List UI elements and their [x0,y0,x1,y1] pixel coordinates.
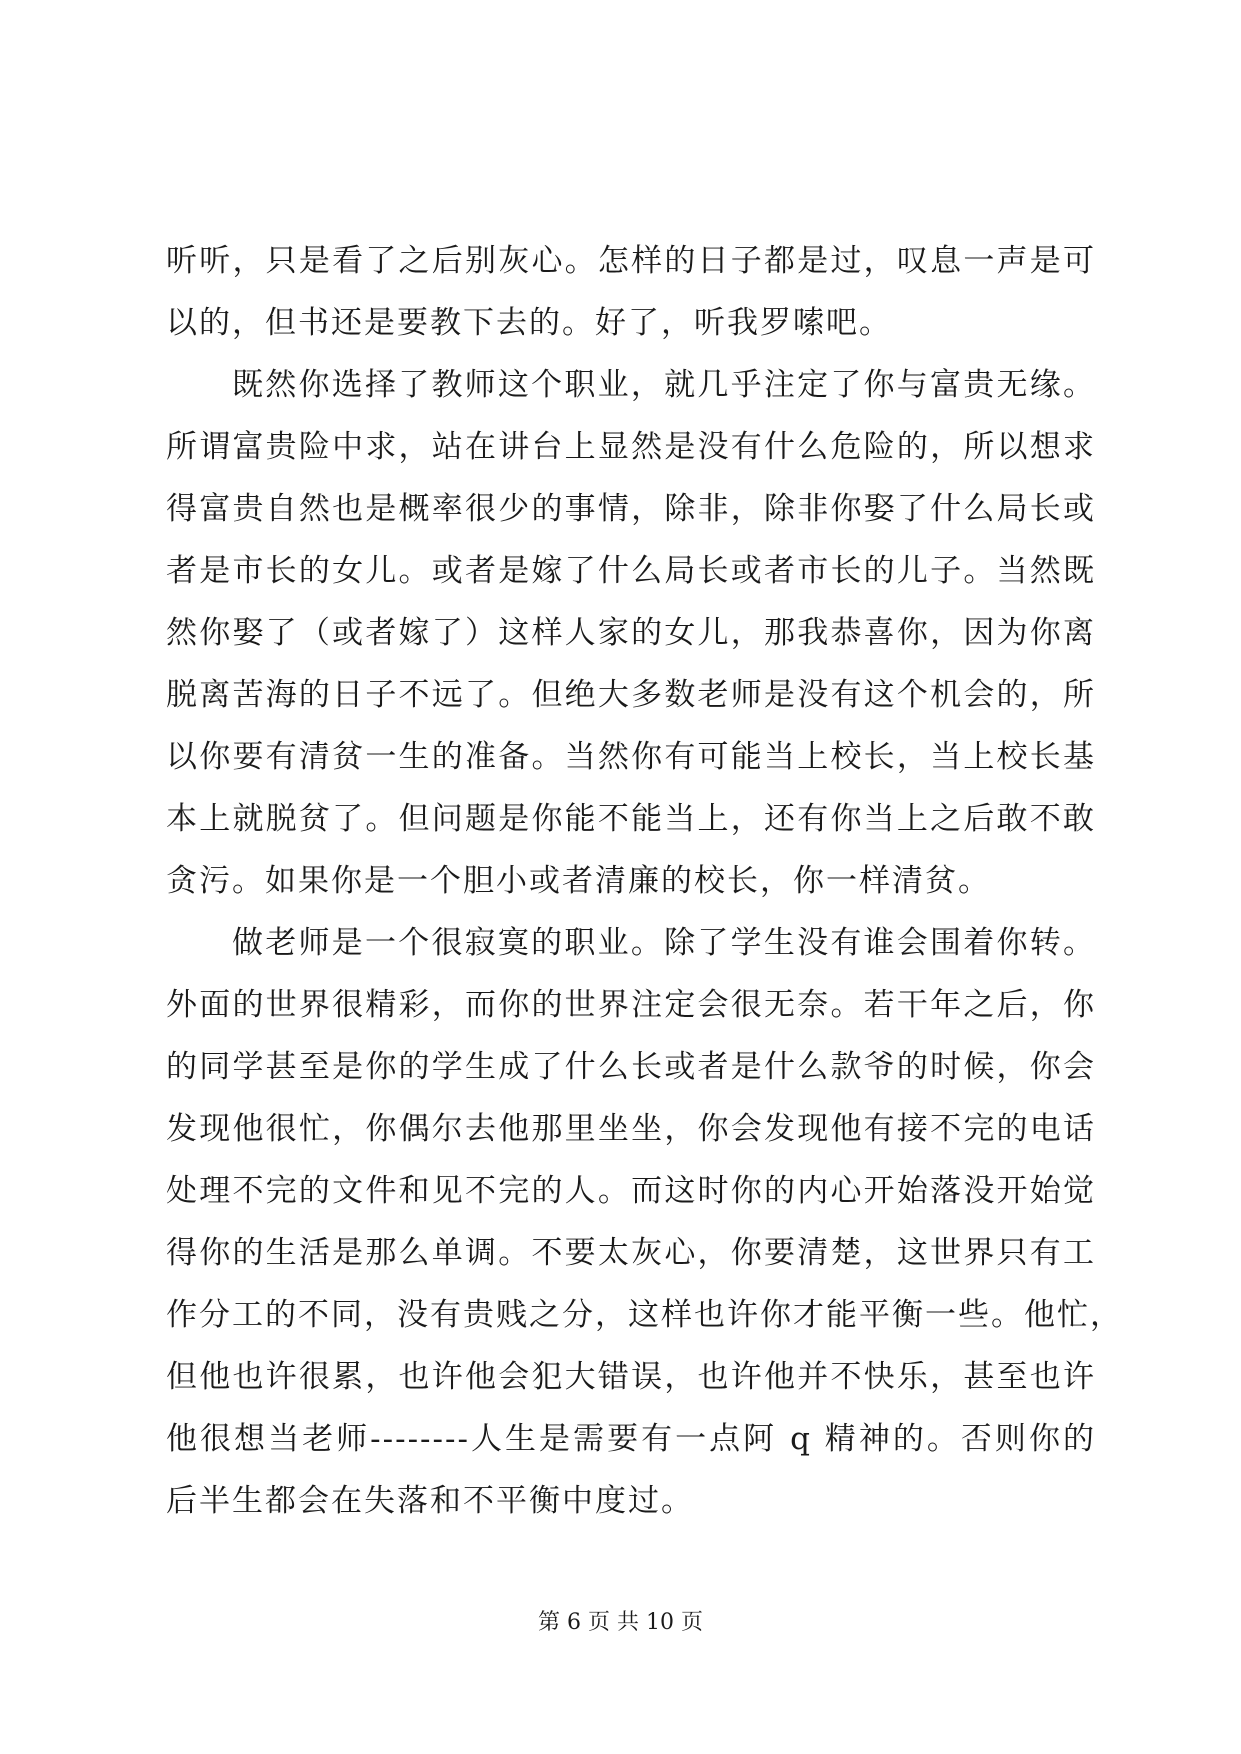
text-line: 作分工的不同，没有贵贱之分，这样也许你才能平衡一些。他忙， [166,1297,1123,1333]
text-line: 以你要有清贫一生的准备。当然你有可能当上校长，当上校长基 [166,739,1096,775]
text-line: 者是市长的女儿。或者是嫁了什么局长或者市长的儿子。当然既 [166,553,1096,589]
text-line: 得富贵自然也是概率很少的事情，除非，除非你娶了什么局长或 [166,491,1096,527]
text-line: 外面的世界很精彩，而你的世界注定会很无奈。若干年之后，你 [166,987,1096,1023]
text-line: 然你娶了（或者嫁了）这样人家的女儿，那我恭喜你，因为你离 [166,615,1096,651]
text-line: 听听，只是看了之后别灰心。怎样的日子都是过，叹息一声是可 [166,243,1096,279]
text-line: 发现他很忙，你偶尔去他那里坐坐，你会发现他有接不完的电话 [166,1111,1096,1147]
text-line: 贪污。如果你是一个胆小或者清廉的校长，你一样清贫。 [166,863,991,899]
text-line: 但他也许很累，也许他会犯大错误，也许他并不快乐，甚至也许 [166,1359,1096,1395]
text-line: 他很想当老师--------人生是需要有一点阿 q 精神的。否则你的 [166,1421,1096,1457]
page-number-footer: 第 6 页 共 10 页 [538,1610,703,1635]
text-line: 的同学甚至是你的学生成了什么长或者是什么款爷的时候，你会 [166,1049,1096,1085]
text-line: 既然你选择了教师这个职业，就几乎注定了你与富贵无缘。 [232,367,1096,403]
paragraph-3 [166,912,1123,1532]
text-line: 得你的生活是那么单调。不要太灰心，你要清楚，这世界只有工 [166,1235,1096,1271]
text-line: 以的，但书还是要教下去的。好了，听我罗嗦吧。 [166,305,892,341]
text-line: 处理不完的文件和见不完的人。而这时你的内心开始落没开始觉 [166,1173,1096,1209]
document-body [166,230,1123,1532]
paragraph-2 [166,354,1096,912]
paragraph-1 [166,230,1096,354]
text-line: 脱离苦海的日子不远了。但绝大多数老师是没有这个机会的，所 [166,677,1096,713]
text-line: 本上就脱贫了。但问题是你能不能当上，还有你当上之后敢不敢 [166,801,1096,837]
text-line: 做老师是一个很寂寞的职业。除了学生没有谁会围着你转。 [232,925,1096,961]
text-line: 后半生都会在失落和不平衡中度过。 [166,1483,694,1519]
text-line: 所谓富贵险中求，站在讲台上显然是没有什么危险的，所以想求 [166,429,1096,465]
